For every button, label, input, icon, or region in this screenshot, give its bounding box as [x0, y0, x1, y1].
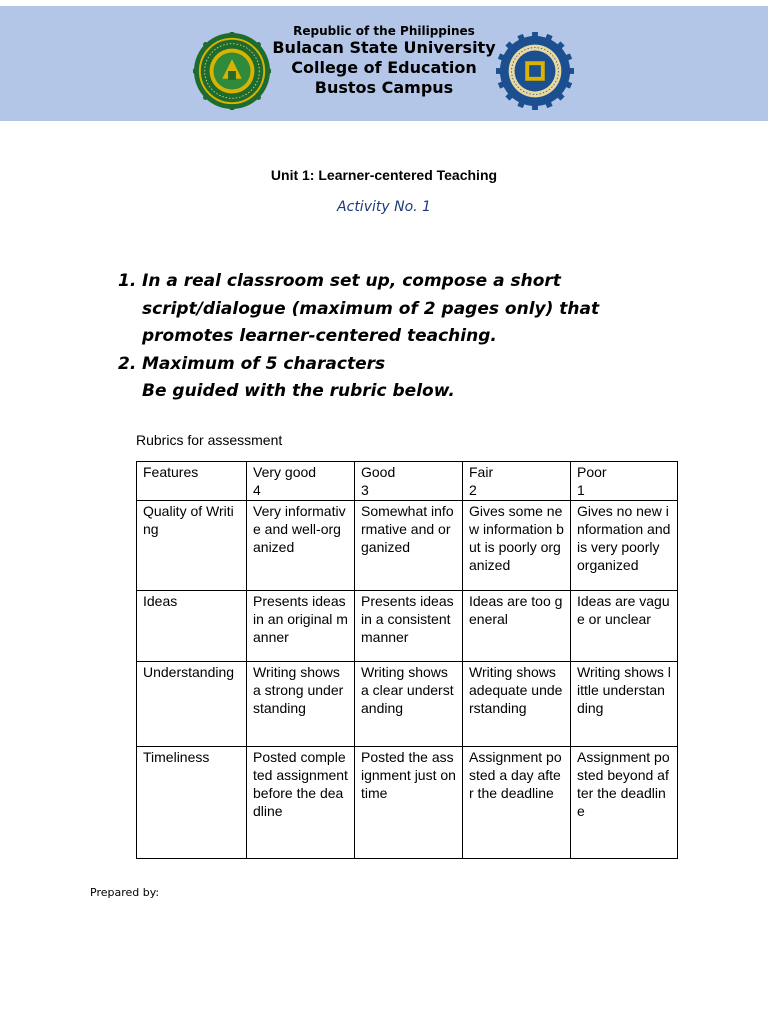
header-republic: Republic of the Philippines [293, 24, 475, 38]
college-of-education-seal-logo [496, 32, 574, 110]
header-score: 1 [577, 482, 585, 498]
header-score: 3 [361, 482, 369, 498]
rubric-cell: Posted the assignment just on time [355, 747, 463, 859]
instruction-text: In a real classroom set up, compose a short script/dialogue (maximum of 2 pages only) that promotes learner-centered teaching. [142, 271, 600, 346]
instruction-number: 1. [118, 271, 137, 291]
header-cell [247, 462, 355, 501]
header-cell [137, 462, 247, 501]
header-university: Bulacan State University [272, 38, 496, 57]
table-header-row [137, 462, 678, 501]
table-row [137, 501, 678, 591]
header-banner [0, 6, 768, 121]
header-label: Poor [577, 464, 607, 480]
instruction-item [118, 268, 678, 351]
header-label: Features [143, 464, 199, 480]
rubric-cell: Assignment posted beyond after the deadline [571, 747, 678, 859]
prepared-by-label: Prepared by: [90, 886, 160, 899]
header-score: 4 [253, 482, 261, 498]
header-score: 2 [469, 482, 477, 498]
unit-title: Unit 1: Learner-centered Teaching [270, 167, 498, 183]
feature-cell: Understanding [137, 662, 247, 747]
feature-cell: Quality of Writing [137, 501, 247, 591]
activity-title: Activity No. 1 [337, 199, 431, 215]
rubric-cell: Somewhat informative and organized [355, 501, 463, 591]
rubric-cell: Writing shows a strong understanding [247, 662, 355, 747]
feature-cell: Timeliness [137, 747, 247, 859]
rubric-cell: Assignment posted a day after the deadline [463, 747, 571, 859]
header-label: Good [361, 464, 396, 480]
rubric-cell: Writing shows a clear understanding [355, 662, 463, 747]
header-cell [571, 462, 678, 501]
table-row [137, 591, 678, 662]
header-campus: Bustos Campus [314, 78, 454, 97]
instruction-item [118, 351, 678, 406]
rubric-table [136, 461, 678, 859]
rubric-cell: Posted completed assignment before the deadline [247, 747, 355, 859]
rubric-cell: Ideas are too general [463, 591, 571, 662]
rubric-cell: Presents ideas in a consistent manner [355, 591, 463, 662]
instruction-note: Be guided with the rubric below. [142, 381, 455, 401]
instruction-number: 2. [118, 353, 137, 374]
instructions-list [118, 268, 678, 406]
feature-cell: Ideas [137, 591, 247, 662]
table-row [137, 747, 678, 859]
rubric-cell: Very informative and well-organized [247, 501, 355, 591]
rubric-cell: Gives no new information and is very poorly organized [571, 501, 678, 591]
rubric-cell: Writing shows adequate understanding [463, 662, 571, 747]
header-cell [463, 462, 571, 501]
header-label: Fair [469, 464, 494, 480]
header-label: Very good [253, 464, 317, 480]
rubric-cell: Writing shows little understanding [571, 662, 678, 747]
rubric-caption: Rubrics for assessment [136, 432, 283, 448]
instruction-text: Maximum of 5 characters [142, 353, 386, 374]
rubric-cell: Presents ideas in an original manner [247, 591, 355, 662]
header-college: College of Education [291, 58, 477, 77]
rubric-cell: Gives some new information but is poorly organized [463, 501, 571, 591]
rubric-cell: Ideas are vague or unclear [571, 591, 678, 662]
table-row [137, 662, 678, 747]
header-cell [355, 462, 463, 501]
